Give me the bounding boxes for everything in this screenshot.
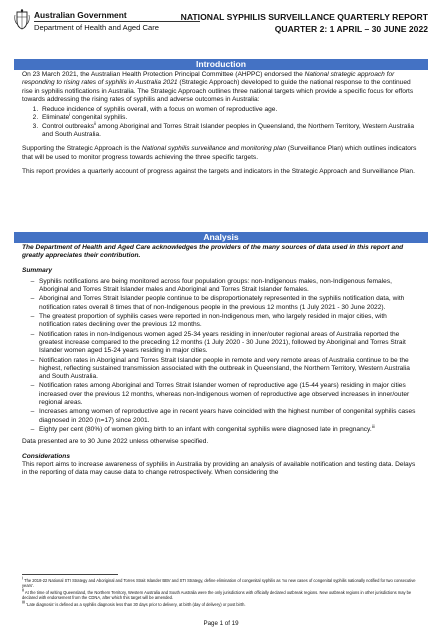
summary-item: – The greatest proportion of syphilis cases were reported in non-Indigenous men, who largely resided in major cities, with notification rates declining over the previous 12 months. [38,313,420,330]
surveillance-plan-title: National syphilis surveillance and monitoring plan [141,145,286,153]
introduction-section [22,71,420,176]
government-name: Australian Government [34,10,127,20]
considerations-text: This report aims to increase awareness of syphilis in Australia by providing an analysis of available notification and testing data. Delays in the reporting of data may cause data to change retrospectively. When considering the [22,460,416,477]
report-purpose-paragraph: This report provides a quarterly account of progress against the targets and indicators in the Strategic Approach and Surveillance Plan. [22,167,415,175]
considerations-heading: Considerations [22,452,70,460]
footnote: $^i$ The 2018-22 National STI Strategy and Aboriginal and Torres Strait Islander BBV and STI Strategy, define elimination of congenital syphilis as ‘no new cases of congenital syphilis nationally notified for two consecutive years’. [22,575,416,589]
report-title: NATIONAL SYPHILIS SURVEILLANCE QUARTERLY REPORT [180,12,428,22]
intro-paragraph: On 23 March 2021, the Australian Health Protection Principal Committee (AHPPC) endorsed the National strategic approach for responding to rising rates of syphilis in Australia 2021 (Strategic Approach) developed to guide the national response to the continued rise in syphilis notifications in Australia. The Strategic Approach outlines three national targets which provide a specific focus for efforts towards addressing the rising rates of syphilis and adverse outcomes in Australia: [22,71,414,103]
footnote: $^{ii}$ At the time of writing Queensland, the Northern Territory, Western Australia and South Australia were the only jurisdictions with officially declared outbreak regions. New outbreak regions in other jurisdictions may be declared with endorsement from the CDNA, after which this target will be amended. [22,587,412,601]
footnote-rule [22,574,118,575]
footnote-ref: iii [371,423,375,429]
strategic-approach-title: National strategic approach for responding to rising rates of syphilis in Australia 2021 [22,71,395,87]
page-header [14,8,428,44]
analysis-section [22,244,420,477]
national-targets-list [22,106,420,139]
summary-heading: Summary [22,266,53,274]
header-rule [34,21,200,22]
surveillance-plan-paragraph: Supporting the Strategic Approach is the National syphilis surveillance and monitoring plan (Surveillance Plan) which outlines indicators that will be used to monitor progress towards achieving the three specific targets. [22,145,417,161]
target-item: 1. Reduce incidence of syphilis overall, with a focus on women of reproductive age. [40,106,420,114]
footnote-ref: i [69,112,71,118]
data-note: Data presented are to 30 June 2022 unless otherwise specified. [22,438,209,446]
summary-item: – Notification rates in non-Indigenous women aged 25-34 years residing in inner/outer regional areas of Australia reported the greatest increase compared to the preceding 12 months (1 July 2020 - 30 June 2021), followed by Aboriginal and Torres Strait Islander women aged 15-24 years residing in major cities. [38,331,420,356]
report-period: QUARTER 2: 1 APRIL – 30 JUNE 2022 [274,24,428,34]
summary-item: – Notification rates among Aboriginal and Torres Strait Islander women of reproductive age (15-44 years) residing in major cities increased over the previous 12 months, whereas non-Indigenous women of reproductive age observed increases in inner/outer regional areas. [38,382,420,407]
footnote-ref: ii [94,120,97,126]
introduction-heading: Introduction [14,59,428,70]
target-item: 2. Eliminate$^i$ congenital syphilis. [40,114,420,122]
page-number: Page 1 of 19 [203,620,239,627]
summary-item: – Aboriginal and Torres Strait Islander people continue to be disproportionately represented in the syphilis notification data, with notification rates overall 8 times that of non-Indigenous people in the previous 12 months (1 July 2021 - 30 June 2022). [38,295,420,312]
coat-of-arms-icon [14,9,30,31]
target-item: 3. Control outbreaks$^{ii}$ among Aboriginal and Torres Strait Islander peoples in Queensland, the Northern Territory, Western Australia and South Australia. [40,123,420,140]
summary-item: – Eighty per cent (80%) of women giving birth to an infant with congenital syphilis were diagnosed late in pregnancy.$^{iii}$ [38,426,420,434]
department-name: Department of Health and Aged Care [34,23,159,32]
acknowledgement-text: The Department of Health and Aged Care acknowledges the providers of the many sources of data used in this report and greatly appreciates their contribution. [22,244,404,260]
summary-item: – Syphilis notifications are being monitored across four population groups: non-Indigenous males, non-Indigenous females, Aboriginal and Torres Strait Islander males and Aboriginal and Torres Strait Islander females. [38,278,420,295]
summary-list [22,278,420,434]
summary-item: – Increases among women of reproductive age in recent years have coincided with the highest number of congenital syphilis cases diagnosed in 2020 (n=17) since 2001. [38,408,420,425]
analysis-heading: Analysis [14,232,428,243]
footnote: $^{iii}$ ‘Late diagnosis’ is defined as a syphilis diagnosis less than 30 days prior to delivery, at birth (day of delivery) or post birth. [22,599,246,607]
summary-item: – Notification rates in Aboriginal and Torres Strait Islander people in remote and very remote areas of Australia continue to be the highest, reflecting sustained transmission associated with the outbreak in Queensland, the Northern Territory, Western Australia and South Australia. [38,357,420,382]
